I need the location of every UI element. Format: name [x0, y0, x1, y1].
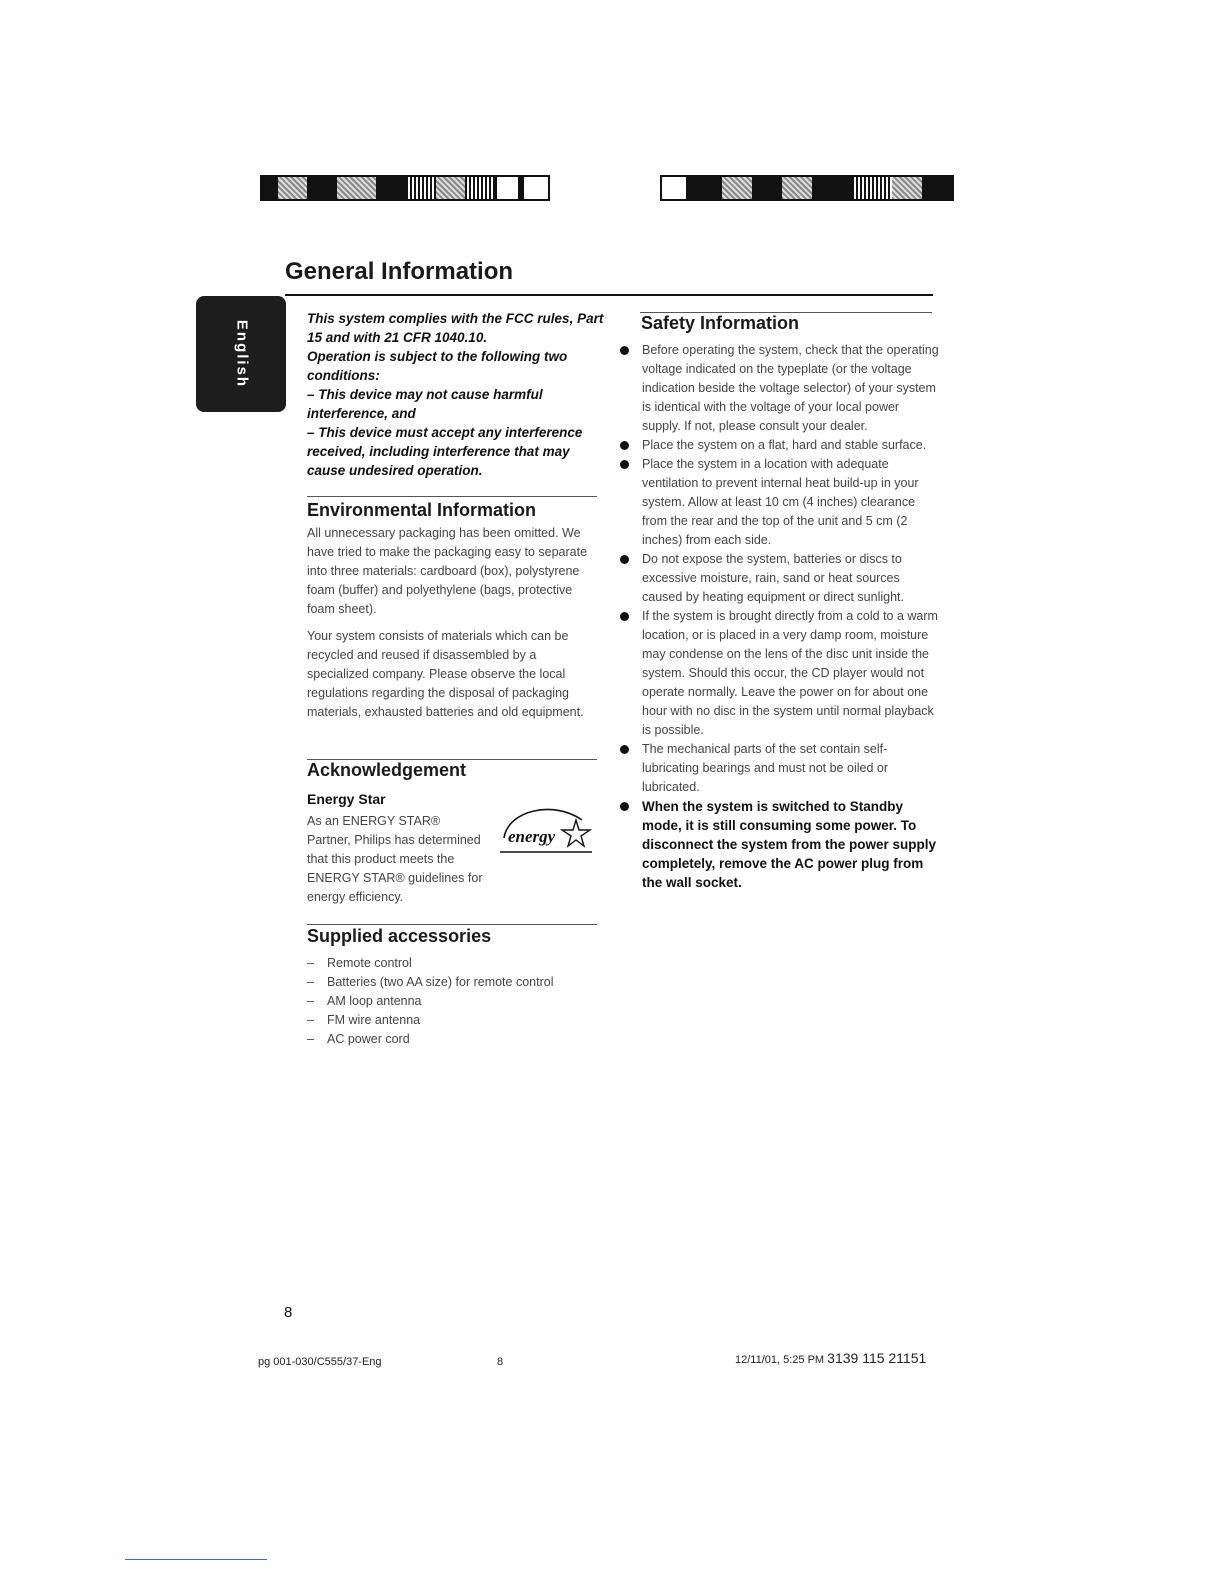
- environmental-divider: [307, 496, 597, 497]
- bottom-line: [125, 1559, 267, 1560]
- footer-page: 8: [497, 1356, 504, 1368]
- list-item: – AM loop antenna: [307, 994, 422, 1008]
- list-item: – FM wire antenna: [307, 1013, 421, 1027]
- energy-star-text: As an ENERGY STAR® Partner, Philips has determined that this product meets the ENERGY STAR® guidelines for energy efficiency.: [307, 814, 483, 904]
- list-item: – Remote control: [307, 956, 412, 970]
- list-item: If the system is brought directly from a cold to a warm location, or is placed in a very damp room, moisture may condense on the lens of the disc unit inside the system. Should this occur, the CD player would not operate normally. Leave the power on for about one hour with no disc in the system until normal playback is possible.: [620, 607, 940, 740]
- acknowledgement-heading: Acknowledgement: [307, 760, 467, 780]
- fcc-line: Operation is subject to the following two conditions:: [307, 349, 568, 383]
- footer-date-code: [735, 1350, 926, 1366]
- accessories-list: [307, 954, 597, 1049]
- accessories-heading: Supplied accessories: [307, 926, 492, 946]
- bullet-icon: [620, 797, 642, 892]
- bullet-icon: [620, 740, 642, 797]
- environmental-heading: Environmental Information: [307, 500, 537, 520]
- bullet-icon: [620, 550, 642, 607]
- safety-list: [620, 341, 940, 892]
- bullet-icon: [620, 607, 642, 740]
- bullet-icon: [620, 436, 642, 455]
- list-item: Place the system on a flat, hard and stable surface.: [620, 436, 940, 455]
- list-item: When the system is switched to Standby mode, it is still consuming some power. To disconnect the system from the power supply completely, remove the AC power plug from the wall socket.: [620, 797, 940, 892]
- energy-star-logo: [494, 800, 596, 856]
- footer-code: 3139 115 21151: [827, 1350, 927, 1366]
- page-number: 8: [284, 1304, 293, 1321]
- list-item: Before operating the system, check that the operating voltage indicated on the typeplate (or the voltage indication beside the voltage selector) of your system is identical with the voltage of your local power supply. If not, please consult your dealer.: [620, 341, 940, 436]
- registration-bar-right: [660, 175, 954, 201]
- fcc-line: – This device may not cause harmful interference, and: [307, 387, 543, 421]
- list-item: – Batteries (two AA size) for remote control: [307, 975, 554, 989]
- footer-date: 12/11/01, 5:25 PM: [735, 1354, 825, 1366]
- energy-star-heading: Energy Star: [307, 791, 386, 807]
- title-divider: [285, 294, 933, 296]
- environmental-body: [307, 524, 599, 730]
- registration-bar-left: [260, 175, 550, 201]
- bullet-icon: [620, 341, 642, 436]
- footer-file: pg 001-030/C555/37-Eng: [258, 1356, 382, 1368]
- language-tab: [196, 296, 286, 412]
- bullet-icon: [620, 455, 642, 550]
- energy-logo-text: energy: [508, 827, 556, 846]
- list-item: Place the system in a location with adequate ventilation to prevent internal heat build-up in your system. Allow at least 10 cm (4 inches) clearance from the rear and the top of the unit and 5 cm (2 inches) from each side.: [620, 455, 940, 550]
- fcc-notice: [307, 309, 607, 480]
- environmental-paragraph: Your system consists of materials which can be recycled and reused if disassembled by a specialized company. Please observe the local regulations regarding the disposal of packaging materials, exhausted batteries and old equipment.: [307, 629, 584, 719]
- fcc-line: This system complies with the FCC rules, Part 15 and with 21 CFR 1040.10.: [307, 311, 604, 345]
- environmental-paragraph: All unnecessary packaging has been omitted. We have tried to make the packaging easy to separate into three materials: cardboard (box), polystyrene foam (buffer) and polyethylene (bags, protective foam sheet).: [307, 526, 588, 616]
- list-item: The mechanical parts of the set contain self-lubricating bearings and must not be oiled or lubricated.: [620, 740, 940, 797]
- list-item: – AC power cord: [307, 1032, 410, 1046]
- fcc-line: – This device must accept any interference received, including interference that may cause undesired operation.: [307, 425, 583, 478]
- accessories-divider: [307, 924, 597, 925]
- page-title: General Information: [285, 258, 514, 285]
- safety-heading: Safety Information: [641, 313, 800, 333]
- list-item: Do not expose the system, batteries or discs to excessive moisture, rain, sand or heat sources caused by heating equipment or direct sunlight.: [620, 550, 940, 607]
- language-tab-label: English: [233, 319, 251, 389]
